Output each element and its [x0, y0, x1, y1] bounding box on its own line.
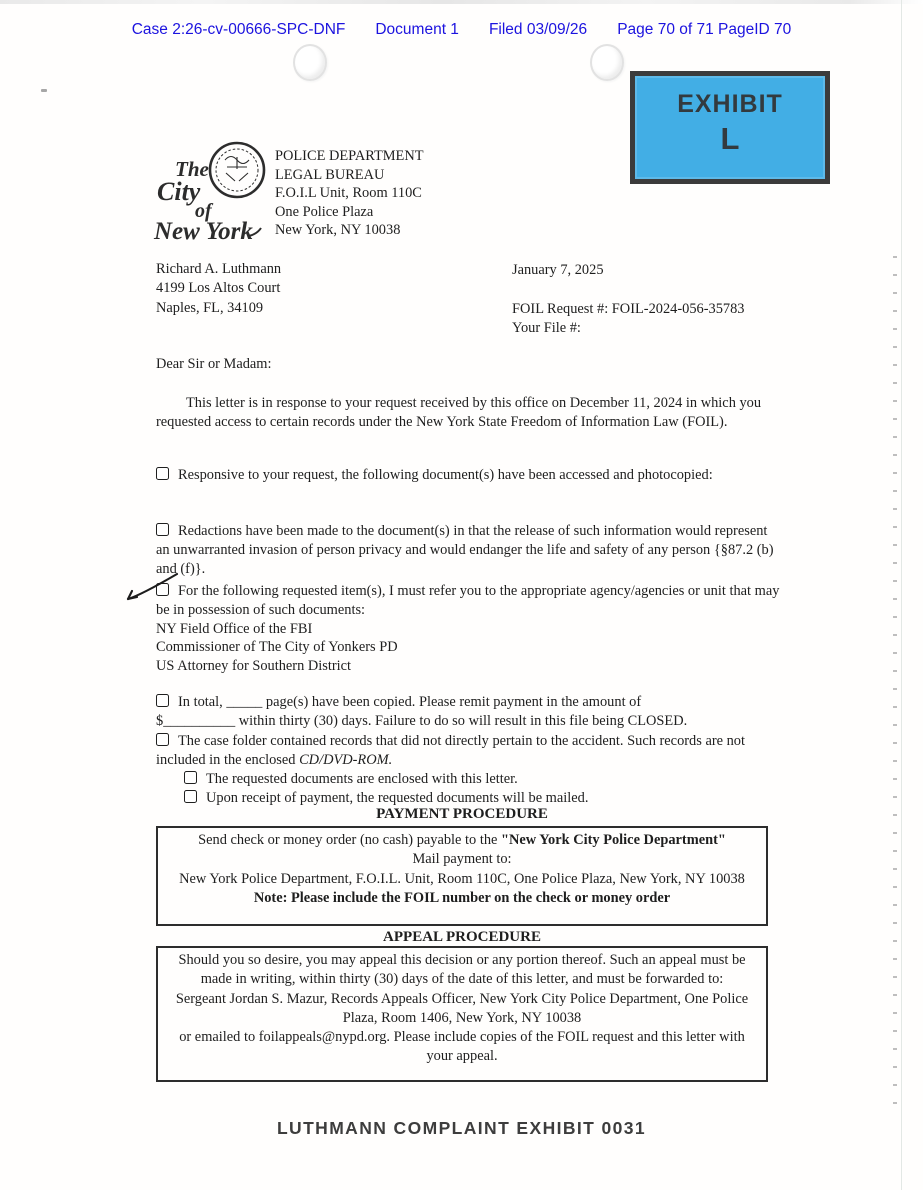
checklist-item-text: Redactions have been made to the document(s) in that the release of such information would represent an unwarranted invasion of person privacy and would endanger the life and safety of any person {§87.2 (b) and (f)}. — [156, 523, 774, 577]
referral-agency: US Attorney for Southern District — [156, 658, 352, 675]
checklist-item-referral — [156, 582, 780, 676]
checklist-item-redactions — [156, 522, 780, 578]
recipient-city: Naples, FL, 34109 — [156, 299, 264, 316]
letter-date: January 7, 2025 — [512, 262, 604, 278]
recipient-street: 4199 Los Altos Court — [156, 280, 281, 297]
appeal-line-2: Sergeant Jordan S. Mazur, Records Appeals Officer, New York City Police Department, One Police Plaza, Room 1406, New York, NY 10038 — [175, 990, 749, 1026]
punch-hole-right — [590, 44, 624, 81]
checklist-item-text: Upon receipt of payment, the requested documents will be mailed. — [206, 790, 589, 806]
payment-note-bold: Note: Please include the FOIL number on the check or money order — [253, 889, 671, 906]
letterhead-line: One Police Plaza — [275, 203, 374, 220]
appeal-line-1: Should you so desire, you may appeal this decision or any portion thereof. Such an appeal must be made in writing, within thirty (30) days of the date of this letter, and must be forwarded to: — [178, 952, 746, 988]
checklist-item-enclosed — [184, 770, 780, 789]
letterhead-address — [275, 147, 424, 240]
appeal-procedure-box — [156, 946, 768, 1082]
document-number: Document 1 — [375, 21, 459, 38]
payment-procedure-box — [156, 826, 768, 926]
payment-line-1 — [166, 831, 758, 850]
logo-word-of: of — [195, 200, 212, 222]
checklist-item-mailed — [184, 789, 780, 808]
checklist-item-text: In total, _____ page(s) have been copied. Please remit payment in the amount of — [178, 694, 642, 710]
cd-dvd-rom-italic: CD/DVD-ROM. — [299, 751, 393, 768]
referral-agency: Commissioner of The City of Yonkers PD — [156, 639, 398, 656]
checkbox-icon — [156, 523, 169, 536]
checklist-item-text: The requested documents are enclosed with this letter. — [206, 771, 518, 787]
checklist-item-text: $__________ within thirty (30) days. Failure to do so will result in this file being CLOSED. — [156, 712, 688, 729]
referral-agency: NY Field Office of the FBI — [156, 620, 313, 637]
your-file-number: Your File #: — [512, 319, 581, 336]
letterhead-line: POLICE DEPARTMENT — [275, 148, 424, 164]
scan-edge-artifact-top — [0, 0, 923, 4]
checklist-item-text: Responsive to your request, the following document(s) have been accessed and photocopied: — [178, 467, 713, 483]
payment-procedure-heading: PAYMENT PROCEDURE — [376, 806, 548, 822]
exhibit-stamp-label: EXHIBIT — [677, 90, 783, 118]
checkbox-icon — [156, 733, 169, 746]
checkbox-icon — [156, 583, 169, 596]
checked-checkbox — [156, 582, 178, 601]
scan-speck — [41, 89, 47, 92]
appeal-line-3: or emailed to foilappeals@nypd.org. Please include copies of the FOIL request and this letter with your appeal. — [179, 1029, 745, 1065]
payment-payee-bold: "New York City Police Department" — [501, 832, 726, 848]
checkbox-icon — [184, 790, 197, 803]
payment-line-2: Mail payment to: — [412, 851, 512, 868]
logo-word-the: The — [175, 157, 209, 181]
foil-reference-block — [512, 300, 745, 337]
logo-word-city: City — [157, 177, 201, 206]
letterhead-line: New York, NY 10038 — [275, 222, 401, 239]
appeal-procedure-heading: APPEAL PROCEDURE — [383, 929, 541, 945]
checkbox-icon — [156, 467, 169, 480]
scan-edge-line-right — [901, 0, 902, 1190]
complaint-exhibit-footer: LUTHMANN COMPLAINT EXHIBIT 0031 — [276, 1118, 647, 1138]
payment-note — [166, 889, 758, 908]
payment-line-3: New York Police Department, F.O.I.L. Unit, Room 110C, One Police Plaza, New York, NY 10038 — [179, 870, 745, 887]
recipient-block — [156, 260, 281, 318]
scan-dash-marks-right — [893, 256, 897, 1106]
checklist-item-payment-due — [156, 693, 780, 731]
foil-request-number: FOIL Request #: FOIL-2024-056-35783 — [512, 301, 745, 317]
city-of-new-york-seal-logo — [153, 140, 277, 242]
logo-word-new-york: New York — [154, 218, 253, 242]
filed-date: Filed 03/09/26 — [488, 21, 588, 38]
checklist-item-responsive — [156, 466, 780, 485]
recipient-name: Richard A. Luthmann — [156, 261, 282, 277]
letterhead-line: LEGAL BUREAU — [275, 166, 385, 183]
letterhead-line: F.O.I.L Unit, Room 110C — [275, 185, 422, 202]
checklist-item-text: The case folder contained records that did not directly pertain to the accident. Such records are not included in the enclosed — [156, 733, 746, 768]
case-number: Case 2:26-cv-00666-SPC-DNF — [131, 21, 346, 38]
exhibit-stamp — [630, 71, 830, 184]
intro-paragraph: This letter is in response to your request received by this office on December 11, 2024 in which you requested access to certain records under the New York State Freedom of Information Law (FOIL). — [156, 395, 762, 430]
payment-line-1-text: Send check or money order (no cash) payable to the — [198, 832, 502, 848]
punch-hole-left — [293, 44, 327, 81]
checklist-item-text: For the following requested item(s), I must refer you to the appropriate agency/agencies or unit that may be in possession of such documents: — [156, 583, 780, 618]
exhibit-stamp-letter: L — [720, 121, 740, 156]
ecf-case-header — [0, 21, 923, 39]
checkbox-icon — [156, 694, 169, 707]
checkbox-icon — [184, 771, 197, 784]
checklist-item-case-folder — [156, 732, 780, 770]
salutation: Dear Sir or Madam: — [156, 356, 272, 372]
page-id: Page 70 of 71 PageID 70 — [617, 21, 792, 38]
